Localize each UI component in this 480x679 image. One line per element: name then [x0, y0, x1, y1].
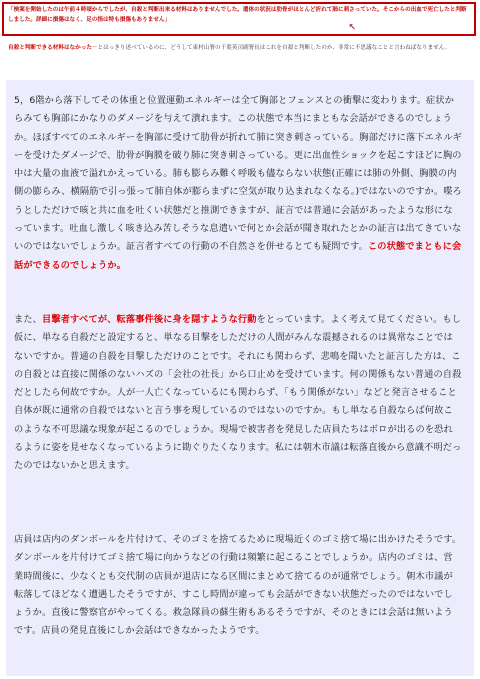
paragraph-2 [14, 311, 462, 476]
cursor-arrow-icon: ↖ [348, 23, 356, 33]
paragraph-3 [14, 531, 462, 641]
paragraph-2-lead: また、 [14, 314, 43, 325]
paragraph-1-text: 5，6階から落下してその体重と位置運動エネルギーは全て胸部とフェンスとの衝撃に変わります。症状からみても胸部にかなりのダメージを与えて潰れます。この状態で本当にまともな会話ができるのでしょうか。ほぼすべてのエネルギーを胸部に受けて肋骨が折れて肺に突き刺さっている。胸部だけに落下エネルギーを受けたダメージで、肋骨が胸膜を破り肺に突き刺さっている。更に出血性ショックを起こすほどに胸の中は大量の血液で溢れかえっている。肺も膨らみ難く呼吸も儘ならない状態(正確には肺の外側、胸膜の内側の膨らみ、横隔筋で引っ張って肺自体が膨らまずに空気が取り込まれなくなる。)ではないのですか。喋ろうとしただけで咳と共に血を吐くい状態だと推測できますが、証言では普通に会話があったような形になっています。吐血し激しく咳き込み苦しそうな息遣いで何とか会話が聞き取れたとかの証言は出てきていないのではないでしょうか。証言者すべての行動の不自然さを併せるとても疑問です。 [14, 95, 463, 253]
paragraph-1-highlight: この状態でまともに会話ができるのでしょうか。 [14, 241, 462, 271]
paragraph-1 [14, 92, 462, 275]
quote-text: 「検案を開始したのは午前４時頃からでしたが、自殺と判断出来る材料はありませんでした。遺体の状況は肋骨がほとんど折れて肺に刺さっていた。そこからの出血で死亡したと判断しました。詳細に損傷はなく、足の指は特も損傷もありません」 [8, 7, 467, 23]
quote-box [2, 2, 476, 36]
sub-note-text: －とはっきり述べているのに、どうして東村山署の千葉英司副署長はこれを自殺と判断したのか、非常に不思議なことと言わねばなりません。 [91, 45, 451, 51]
paragraph-2-text: をとっています。よく考えて見てください。もし仮に、単なる自殺だと設定すると、単なる目撃をしただけの人間がみんな震撼されるのは異常なことではないですか。普通の自殺を目撃しただけのことです。それにも関わらず、悲鳴を聞いたと証言した方は、この自殺とは直接に関係のないハズの「会社の社長」から口止めを受けています。何の関係もない普通の自殺だとしたら何故ですか。人が一人亡くなっているにも関わらず、「もう関係がない」などと発言させること自体が既に通常の自殺ではないと言う事を現しているのではないのですか。もし単なる自殺ならば何故このような不可思議な現象が起こるのでしょうか。現場で被害者を発見した店員たちはボロが出るのを恐れるように姿を見せなくなっているように勘ぐりたくなります。私には朝木市議は転落直後から意識不明だったのではないかと思えます。 [14, 314, 462, 472]
paragraph-3-text: 店員は店内のダンボールを片付けて、そのゴミを捨てるために現場近くのゴミ捨て場に出かけたそうです。ダンボールを片付けてゴミ捨て場に向かうなどの行動は頻繁に起こることでしょうか。店内のゴミは、営業時間後に、少なくとも交代制の店員が退店になる区間にまとめて捨てるのが通常でしょう。朝木市議が転落してほどなく遭遇したそうですが、すこし時間が違っても会話ができない状態だったのではないでしょうか。直後に警察官がやってくる。救急隊員の蘇生術もあるそうですが、そのときには会話は無いようです。店員の発見直後にしか会話はできなかったようです。 [14, 534, 462, 637]
paragraph-2-highlight: 目撃者すべてが、転落事件後に身を隠すような行動 [42, 314, 257, 325]
sub-note [8, 44, 474, 53]
sub-note-highlight: 自殺と判断できる材料はなかった [8, 45, 92, 51]
